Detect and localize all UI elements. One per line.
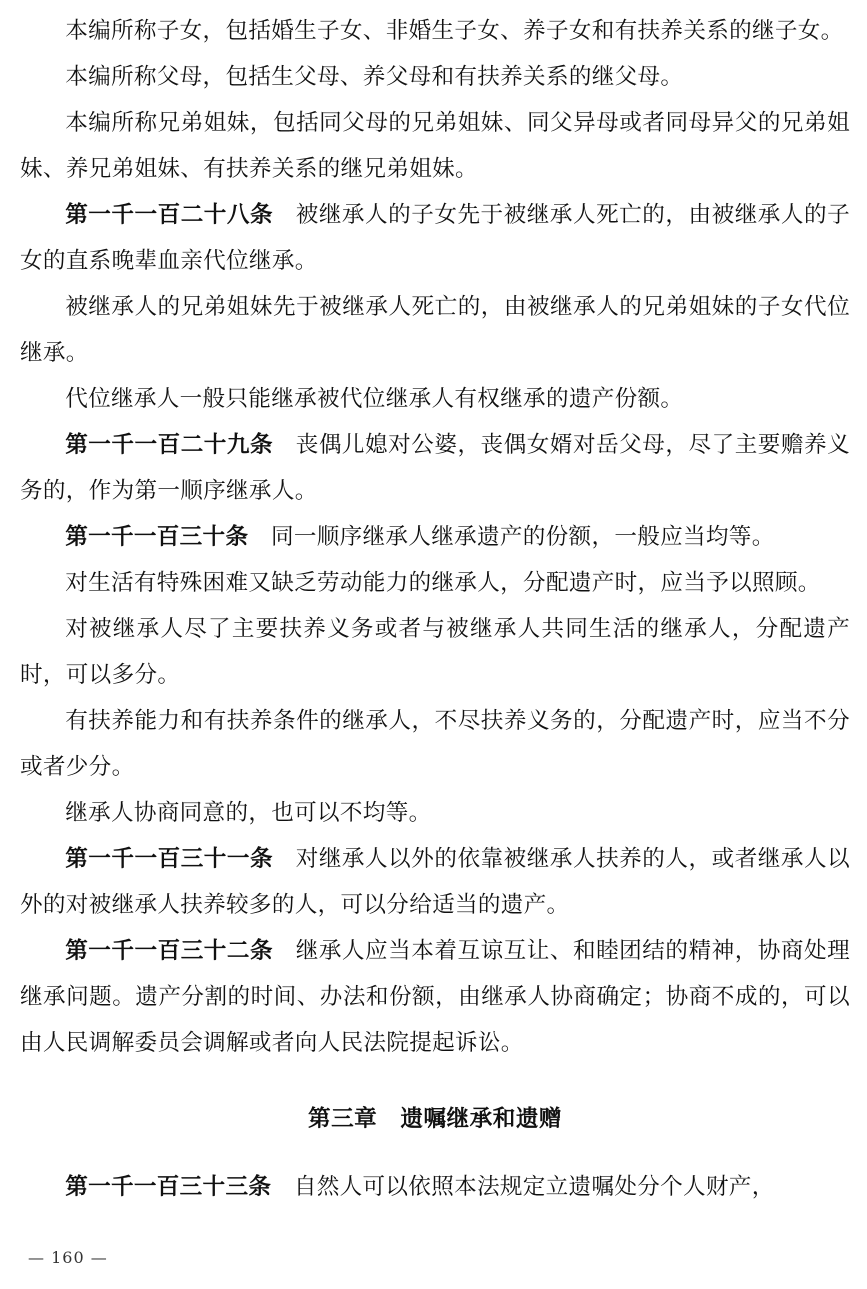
article-number: 第一千一百二十九条 bbox=[65, 432, 274, 458]
paragraph bbox=[20, 376, 850, 422]
page-number: — 160 — bbox=[28, 1248, 108, 1267]
paragraph bbox=[20, 560, 850, 606]
paragraph bbox=[20, 284, 850, 376]
paragraph-text: 继承人应当本着互谅互让、和睦团结的精神，协商处理继承问题。遗产分割的时间、办法和份额，由继承人协商确定；协商不成的，可以由人民调解委员会调解或者向人民法院提起诉讼。 bbox=[20, 938, 850, 1056]
article-number: 第一千一百二十八条 bbox=[65, 202, 274, 228]
paragraph bbox=[20, 54, 850, 100]
paragraph bbox=[20, 514, 850, 560]
paragraph-text: 本编所称父母，包括生父母、养父母和有扶养关系的继父母。 bbox=[65, 64, 684, 90]
paragraph bbox=[20, 100, 850, 192]
paragraph bbox=[20, 8, 850, 54]
paragraph-text: 被继承人的兄弟姐妹先于被继承人死亡的，由被继承人的兄弟姐妹的子女代位继承。 bbox=[20, 294, 850, 366]
paragraph-text: 对被继承人尽了主要扶养义务或者与被继承人共同生活的继承人，分配遗产时，可以多分。 bbox=[20, 616, 850, 688]
paragraph bbox=[20, 606, 850, 698]
article-number: 第一千一百三十二条 bbox=[65, 938, 274, 964]
paragraph-text: 同一顺序继承人继承遗产的份额，一般应当均等。 bbox=[270, 524, 775, 550]
document-body bbox=[20, 8, 850, 1210]
article-number: 第一千一百三十一条 bbox=[65, 846, 274, 872]
paragraph bbox=[20, 790, 850, 836]
paragraph-text: 对继承人以外的依靠被继承人扶养的人，或者继承人以外的对被继承人扶养较多的人，可以分给适当的遗产。 bbox=[20, 846, 850, 918]
paragraph-text: 继承人协商同意的，也可以不均等。 bbox=[65, 800, 432, 826]
paragraph bbox=[20, 192, 850, 284]
paragraph bbox=[20, 422, 850, 514]
chapter-heading: 第三章 遗嘱继承和遗赠 bbox=[307, 1106, 563, 1132]
paragraph-text: 自然人可以依照本法规定立遗嘱处分个人财产， bbox=[293, 1174, 775, 1200]
article-number: 第一千一百三十条 bbox=[65, 524, 249, 550]
paragraph-text: 本编所称兄弟姐妹，包括同父母的兄弟姐妹、同父异母或者同母异父的兄弟姐妹、养兄弟姐妹、有扶养关系的继兄弟姐妹。 bbox=[20, 110, 850, 182]
paragraph-text: 丧偶儿媳对公婆，丧偶女婿对岳父母，尽了主要赡养义务的，作为第一顺序继承人。 bbox=[20, 432, 850, 504]
article-number: 第一千一百三十三条 bbox=[65, 1174, 272, 1200]
paragraph-text: 本编所称子女，包括婚生子女、非婚生子女、养子女和有扶养关系的继子女。 bbox=[65, 18, 844, 44]
paragraph-text: 被继承人的子女先于被继承人死亡的，由被继承人的子女的直系晚辈血亲代位继承。 bbox=[20, 202, 850, 274]
paragraph bbox=[20, 836, 850, 928]
paragraph bbox=[20, 1164, 850, 1210]
paragraph-text: 对生活有特殊困难又缺乏劳动能力的继承人，分配遗产时，应当予以照顾。 bbox=[65, 570, 821, 596]
paragraph bbox=[20, 928, 850, 1066]
paragraph-text: 代位继承人一般只能继承被代位继承人有权继承的遗产份额。 bbox=[65, 386, 684, 412]
paragraph-text: 有扶养能力和有扶养条件的继承人，不尽扶养义务的，分配遗产时，应当不分或者少分。 bbox=[20, 708, 850, 780]
paragraph bbox=[20, 698, 850, 790]
